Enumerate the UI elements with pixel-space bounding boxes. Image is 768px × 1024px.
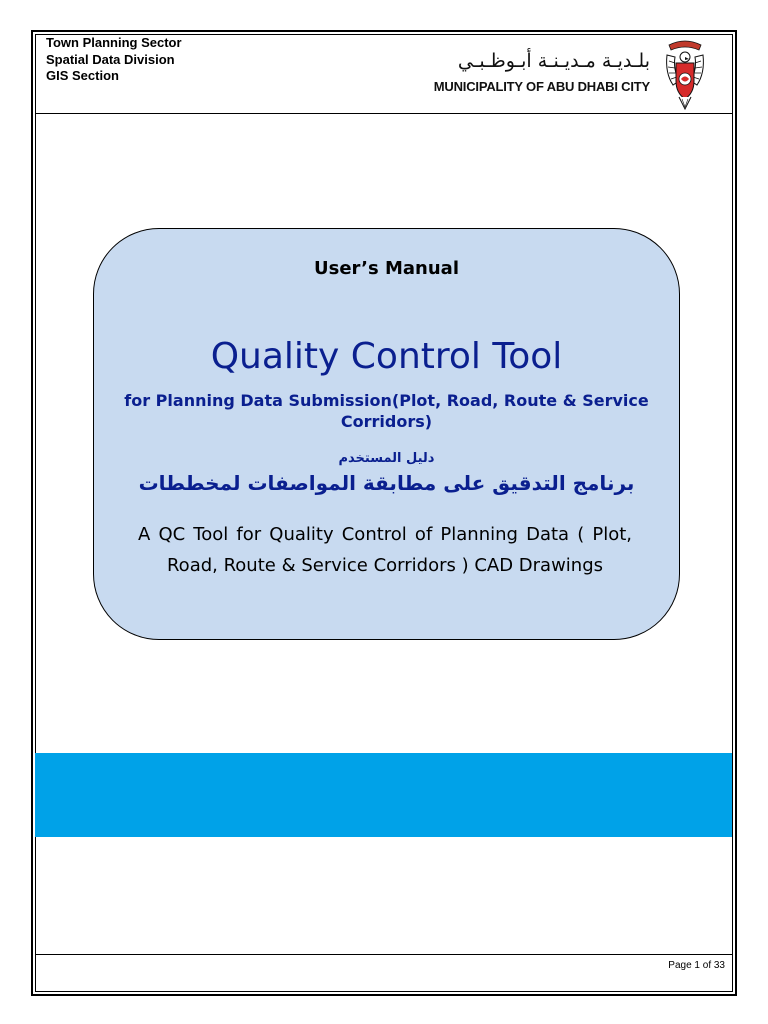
document-title: Quality Control Tool (210, 336, 563, 377)
municipality-name-arabic: بلـديـة مـديـنـة أبـوظـبـي (457, 50, 650, 72)
municipality-name-english: MUNICIPALITY OF ABU DHABI CITY (433, 79, 650, 94)
header-divider (35, 113, 733, 114)
document-type-label: User’s Manual (314, 258, 459, 279)
header-line-division: Spatial Data Division (46, 51, 175, 67)
decorative-blue-band (35, 753, 732, 837)
footer-divider (35, 954, 733, 955)
document-subtitle: for Planning Data Submission(Plot, Road, Route & Service Corridors) (124, 391, 649, 431)
arabic-title-line-1: دليل المستخدم (338, 451, 435, 466)
header-organization (46, 35, 182, 85)
document-description: A QC Tool for Quality Control of Planning Data ( Plot, Road, Route & Service Corridors ) CAD Drawings (138, 524, 632, 576)
header-line-sector: Town Planning Sector (46, 35, 182, 50)
header-line-section: GIS Section (46, 68, 119, 83)
page-number: Page 1 of 33 (668, 960, 725, 971)
arabic-title-line-2: برنامج التدقيق على مطابقة المواصفات لمخططات (138, 471, 635, 495)
abu-dhabi-falcon-emblem-icon (663, 35, 707, 111)
